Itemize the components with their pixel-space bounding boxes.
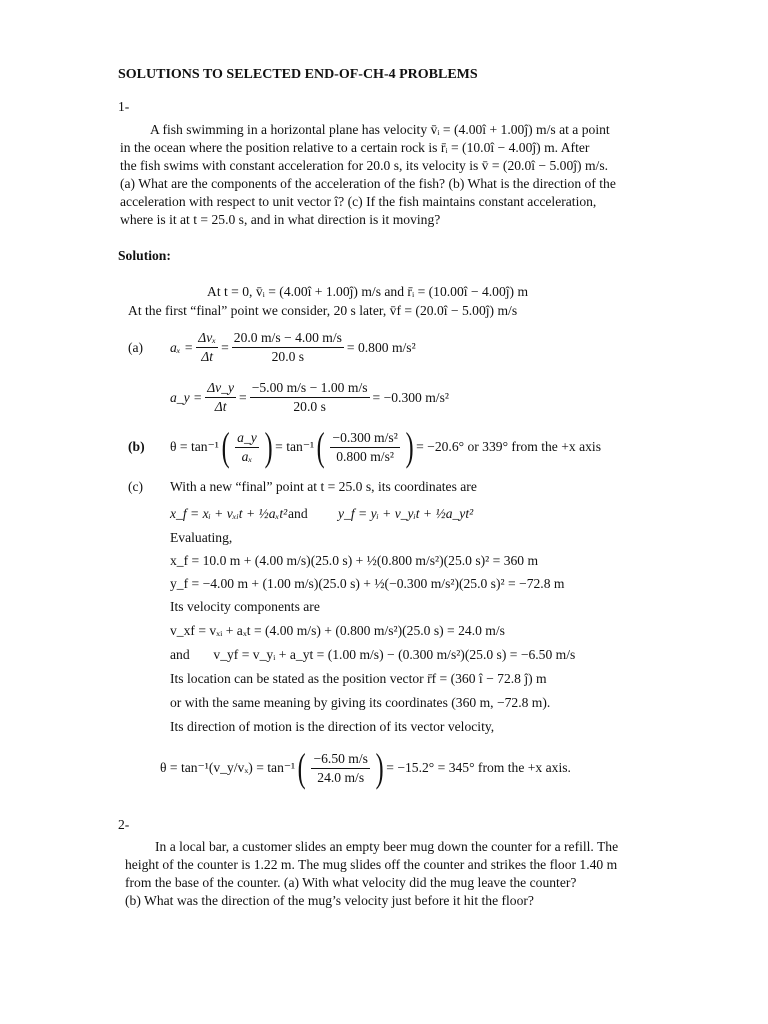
ax-lhs: aₓ =	[170, 339, 194, 355]
initial-conditions: At t = 0, v̄ᵢ = (4.00î + 1.00ĵ) m/s and r̄ᵢ = (10.00î − 4.00ĵ) m	[207, 284, 529, 299]
fraction-numerator: −5.00 m/s − 1.00 m/s	[250, 380, 370, 398]
ay-fraction-1	[205, 380, 236, 415]
fraction-numerator: Δvₓ	[196, 330, 218, 348]
fraction-denominator: 24.0 m/s	[317, 769, 365, 785]
final-conditions: At the first “final” point we consider, 20 s later, v̄f = (20.0î − 5.00ĵ) m/s	[128, 303, 518, 318]
velocity-intro: Its velocity components are	[170, 599, 320, 614]
direction-statement: Its direction of motion is the direction of its vector velocity,	[170, 719, 495, 734]
ay-fraction-2	[250, 380, 370, 415]
problem-2-line: (b) What was the direction of the mug’s velocity just before it hit the floor?	[125, 893, 534, 908]
coordinates-statement: or with the same meaning by giving its coordinates (360 m, −72.8 m).	[170, 695, 551, 710]
part-c-label: (c)	[128, 479, 144, 494]
fraction-numerator: −0.300 m/s²	[330, 430, 399, 448]
theta-mid: = tan⁻¹	[275, 439, 315, 454]
ax-fraction-2	[232, 330, 344, 365]
fraction-denominator: 0.800 m/s²	[336, 448, 394, 464]
problem-1-line: A fish swimming in a horizontal plane has velocity v̄ᵢ = (4.00î + 1.00ĵ) m/s at a point	[150, 122, 610, 137]
ay-result: = −0.300 m/s²	[372, 389, 449, 405]
fraction-numerator: Δv_y	[205, 380, 236, 398]
and-label: and	[170, 647, 190, 662]
fraction-numerator: a_y	[235, 430, 259, 448]
problem-1-line: in the ocean where the position relative to a certain rock is r̄ᵢ = (10.0î − 4.00ĵ) m. After	[120, 140, 590, 155]
final-direction-equation: θ = tan⁻¹(v_y/vₓ) = tan⁻¹ ( $\frac{-6.50 m/s}{24.0 m/s}$ ) = −15.2° = 345° from the +x axis.	[160, 745, 571, 790]
part-c-work	[170, 529, 575, 736]
kinematic-eq-x: x_f = xᵢ + vₓᵢt + ½aₓt²	[170, 506, 288, 521]
location-statement: Its location can be stated as the position vector r̄f = (360 î − 72.8 ĵ) m	[170, 671, 547, 686]
ax-result: = 0.800 m/s²	[346, 339, 416, 355]
part-c-intro-row	[128, 479, 477, 495]
problem-2-line: In a local bar, a customer slides an empty beer mug down the counter for a refill. The	[155, 839, 619, 854]
equation-theta-a: (b) θ = tan⁻¹ ( $\frac{a\_y}{\text{aₓ}}$ ) = tan⁻¹ ( $\frac{\text{−0.300 m/s²}}{\text{0.800 m/s²}}$ ) = −20.6° or 339° from the +x axis	[128, 424, 601, 469]
solution-heading: Solution:	[118, 248, 171, 263]
kinematic-and: and	[288, 506, 308, 521]
fraction-numerator: 20.0 m/s − 4.00 m/s	[232, 330, 344, 348]
problem-1-line: where is it at t = 25.0 s, and in what direction is it moving?	[120, 212, 441, 227]
problem-1-statement	[120, 121, 616, 229]
problem-1-line: the fish swims with constant acceleration for 20.0 s, its velocity is v̄ = (20.0î − 5.00ĵ) m/s.	[120, 158, 609, 173]
ay-lhs: a_y =	[170, 389, 203, 405]
ax-fraction-1	[196, 330, 218, 365]
vyf-row	[170, 646, 575, 664]
page-title: SOLUTIONS TO SELECTED END-OF-CH-4 PROBLEMS	[118, 67, 478, 82]
theta-result: = −20.6° or 339° from the +x axis	[416, 439, 601, 454]
fraction-denominator: 20.0 s	[271, 349, 305, 364]
problem-2-statement	[125, 838, 618, 910]
part-c-intro: With a new “final” point at t = 25.0 s, its coordinates are	[170, 479, 477, 494]
problem-1-line: (a) What are the components of the acceleration of the fish? (b) What is the direction of the	[120, 176, 616, 191]
part-b-label: (b)	[128, 439, 145, 454]
problem-2-line: height of the counter is 1.22 m. The mug slides off the counter and strikes the floor 1.40 m	[125, 857, 618, 872]
vyf-equation: v_yf = v_yᵢ + a_yt = (1.00 m/s) − (0.300 m/s²)(25.0 s) = −6.50 m/s	[213, 647, 576, 662]
kinematic-eq-y: y_f = yᵢ + v_yᵢt + ½a_yt²	[338, 506, 474, 521]
fraction-denominator: aₓ	[241, 448, 253, 464]
part-a-label: (a)	[128, 339, 144, 355]
theta-lhs: θ = tan⁻¹	[170, 439, 219, 454]
problem-1-number: 1-	[118, 99, 130, 114]
fraction-denominator: Δt	[214, 399, 227, 414]
fraction-numerator: −6.50 m/s	[311, 751, 370, 769]
fraction-denominator: Δt	[201, 349, 214, 364]
theta-fraction-1	[235, 430, 259, 465]
fraction-denominator: 20.0 s	[293, 399, 326, 414]
vxf-equation: v_xf = vₓᵢ + aₓt = (4.00 m/s) + (0.800 m/s²)(25.0 s) = 24.0 m/s	[170, 623, 505, 638]
problem-1-line: acceleration with respect to unit vector î? (c) If the fish maintains constant acceleration,	[120, 194, 597, 209]
theta-final-fraction	[311, 751, 370, 786]
theta-final-lhs: θ = tan⁻¹(v_y/vₓ) = tan⁻¹	[160, 760, 296, 775]
evaluating-label: Evaluating,	[170, 530, 233, 545]
problem-2-number: 2-	[118, 817, 130, 832]
theta-final-result: = −15.2° = 345° from the +x axis.	[386, 760, 571, 775]
equation-ay: a_y = $\frac{\Delta v\_y}{\Delta t}$ = $\frac{-5.00 m/s - 1.00 m/s}{20.0 s}$ = −0.300 m/s²	[170, 380, 449, 414]
equation-ax: (a) aₓ = $\frac{\text{Δvₓ}}{\Delta t}$ = $\frac{20.0 m/s - 4.00 m/s}{20.0 s}$ = 0.800 m/s²	[128, 330, 416, 364]
xf-equation: x_f = 10.0 m + (4.00 m/s)(25.0 s) + ½(0.800 m/s²)(25.0 s)² = 360 m	[170, 553, 539, 568]
problem-2-line: from the base of the counter. (a) With what velocity did the mug leave the counter?	[125, 875, 577, 890]
yf-equation: y_f = −4.00 m + (1.00 m/s)(25.0 s) + ½(−0.300 m/s²)(25.0 s)² = −72.8 m	[170, 576, 565, 591]
theta-fraction-2	[330, 430, 399, 465]
